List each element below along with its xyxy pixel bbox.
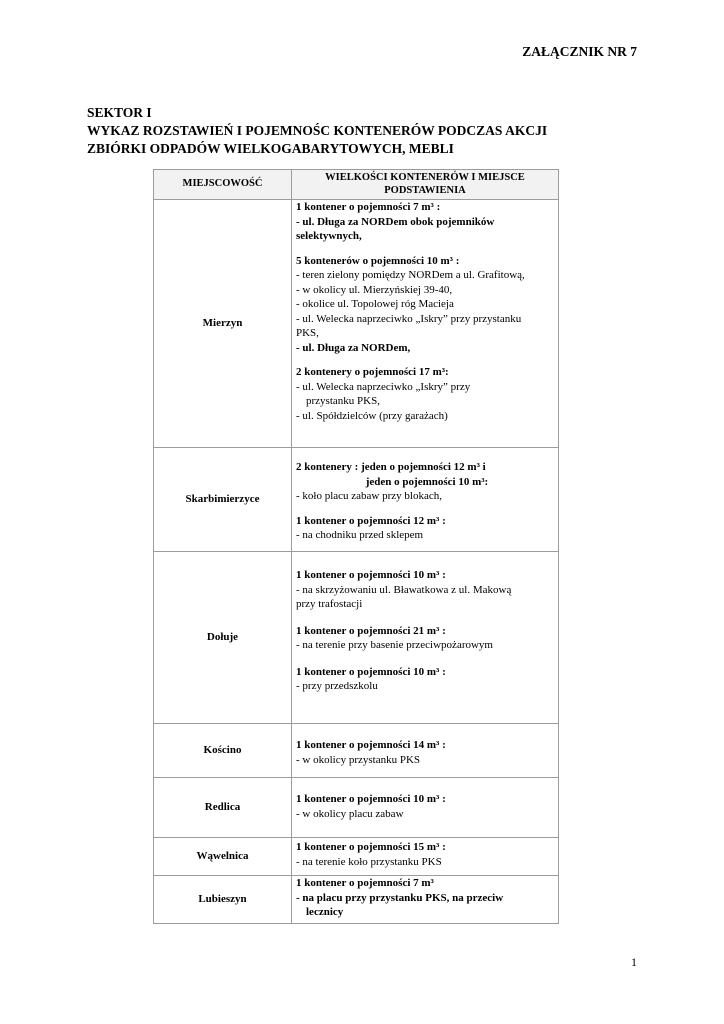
containers-line: 1 kontener o pojemności 12 m³ : xyxy=(296,514,446,527)
containers-line: - na terenie koło przystanku PKS xyxy=(296,855,442,868)
place-cell: Kościno xyxy=(154,724,292,778)
containers-line: przystanku PKS, xyxy=(306,395,380,407)
containers-line: - okolice ul. Topolowej róg Macieja xyxy=(296,298,454,310)
place-cell: Redlica xyxy=(154,778,292,838)
sector-title: SEKTOR I xyxy=(87,105,152,120)
document-title xyxy=(87,104,547,158)
containers-line: - ul. Welecka naprzeciwko „Iskry” przy przystanku xyxy=(296,312,522,325)
containers-line: - koło placu zabaw przy blokach, xyxy=(296,490,442,502)
header-containers: WIELKOŚCI KONTENERÓW I MIEJSCE PODSTAWIENIA xyxy=(292,170,559,200)
place-cell: Wąwelnica xyxy=(154,838,292,876)
containers-line: 1 kontener o pojemności 21 m³ : xyxy=(296,624,446,637)
table-row xyxy=(154,778,559,838)
containers-line: 1 kontener o pojemności 10 m³ : xyxy=(296,569,446,581)
place-cell: Dołuje xyxy=(154,552,292,724)
containers-cell xyxy=(292,778,559,838)
header-place: MIEJSCOWOŚĆ xyxy=(154,170,292,200)
containers-line: 2 kontenery : jeden o pojemności 12 m³ i xyxy=(296,461,486,473)
containers-line: - ul. Długa za NORDem, xyxy=(296,341,411,354)
containers-cell xyxy=(292,448,559,552)
containers-line: 1 kontener o pojemności 15 m³ : xyxy=(296,841,446,853)
containers-cell xyxy=(292,838,559,876)
containers-line: przy trafostacji xyxy=(296,598,363,610)
containers-line: PKS, xyxy=(296,327,319,339)
place-cell: Skarbimierzyce xyxy=(154,448,292,552)
page-number: 1 xyxy=(631,955,637,969)
containers-line: - w okolicy ul. Mierzyńskiej 39-40, xyxy=(296,283,453,296)
containers-line: - na chodniku przed sklepem xyxy=(296,529,424,541)
containers-line: 5 kontenerów o pojemności 10 m³ : xyxy=(296,254,460,267)
table-row xyxy=(154,552,559,724)
containers-line: selektywnych, xyxy=(296,230,362,242)
containers-cell xyxy=(292,552,559,724)
containers-cell xyxy=(292,724,559,778)
containers-line: 1 kontener o pojemności 10 m³ : xyxy=(296,793,446,805)
containers-line: - w okolicy placu zabaw xyxy=(296,807,404,820)
containers-line: 1 kontener o pojemności 14 m³ : xyxy=(296,739,446,751)
containers-line: - na terenie przy basenie przeciwpożarowym xyxy=(296,639,493,651)
containers-line: - ul. Welecka naprzeciwko „Iskry” przy xyxy=(296,380,471,393)
table-row xyxy=(154,838,559,876)
place-cell: Mierzyn xyxy=(154,200,292,448)
containers-cell xyxy=(292,876,559,924)
containers-line: - przy przedszkolu xyxy=(296,680,378,692)
containers-line: - teren zielony pomiędzy NORDem a ul. Grafitową, xyxy=(296,269,525,281)
table-row xyxy=(154,200,559,448)
containers-cell xyxy=(292,200,559,448)
list-title-line-2: ZBIÓRKI ODPADÓW WIELKOGABARYTOWYCH, MEBLI xyxy=(87,141,454,156)
containers-table xyxy=(153,169,559,924)
place-cell: Lubieszyn xyxy=(154,876,292,924)
table-row xyxy=(154,724,559,778)
containers-line: 2 kontenery o pojemności 17 m³: xyxy=(296,366,449,378)
table-row xyxy=(154,876,559,924)
containers-line: lecznicy xyxy=(306,906,344,918)
containers-line: - ul. Spółdzielców (przy garażach) xyxy=(296,409,448,422)
containers-line: 1 kontener o pojemności 7 m³ xyxy=(296,877,434,889)
containers-line: - na skrzyżowaniu ul. Bławatkowa z ul. Makową xyxy=(296,583,512,596)
annex-number: ZAŁĄCZNIK NR 7 xyxy=(522,44,637,59)
containers-line: 1 kontener o pojemności 7 m³ : xyxy=(296,201,441,213)
containers-line: jeden o pojemności 10 m³: xyxy=(365,475,489,488)
containers-line: - na placu przy przystanku PKS, na przeciw xyxy=(296,891,504,904)
list-title-line-1: WYKAZ ROZSTAWIEŃ I POJEMNOŚC KONTENERÓW PODCZAS AKCJI xyxy=(87,123,548,138)
table-header-row xyxy=(154,170,559,200)
containers-line: - ul. Długa za NORDem obok pojemników xyxy=(296,215,495,228)
table-row xyxy=(154,448,559,552)
containers-line: 1 kontener o pojemności 10 m³ : xyxy=(296,665,446,678)
containers-line: - w okolicy przystanku PKS xyxy=(296,753,421,766)
